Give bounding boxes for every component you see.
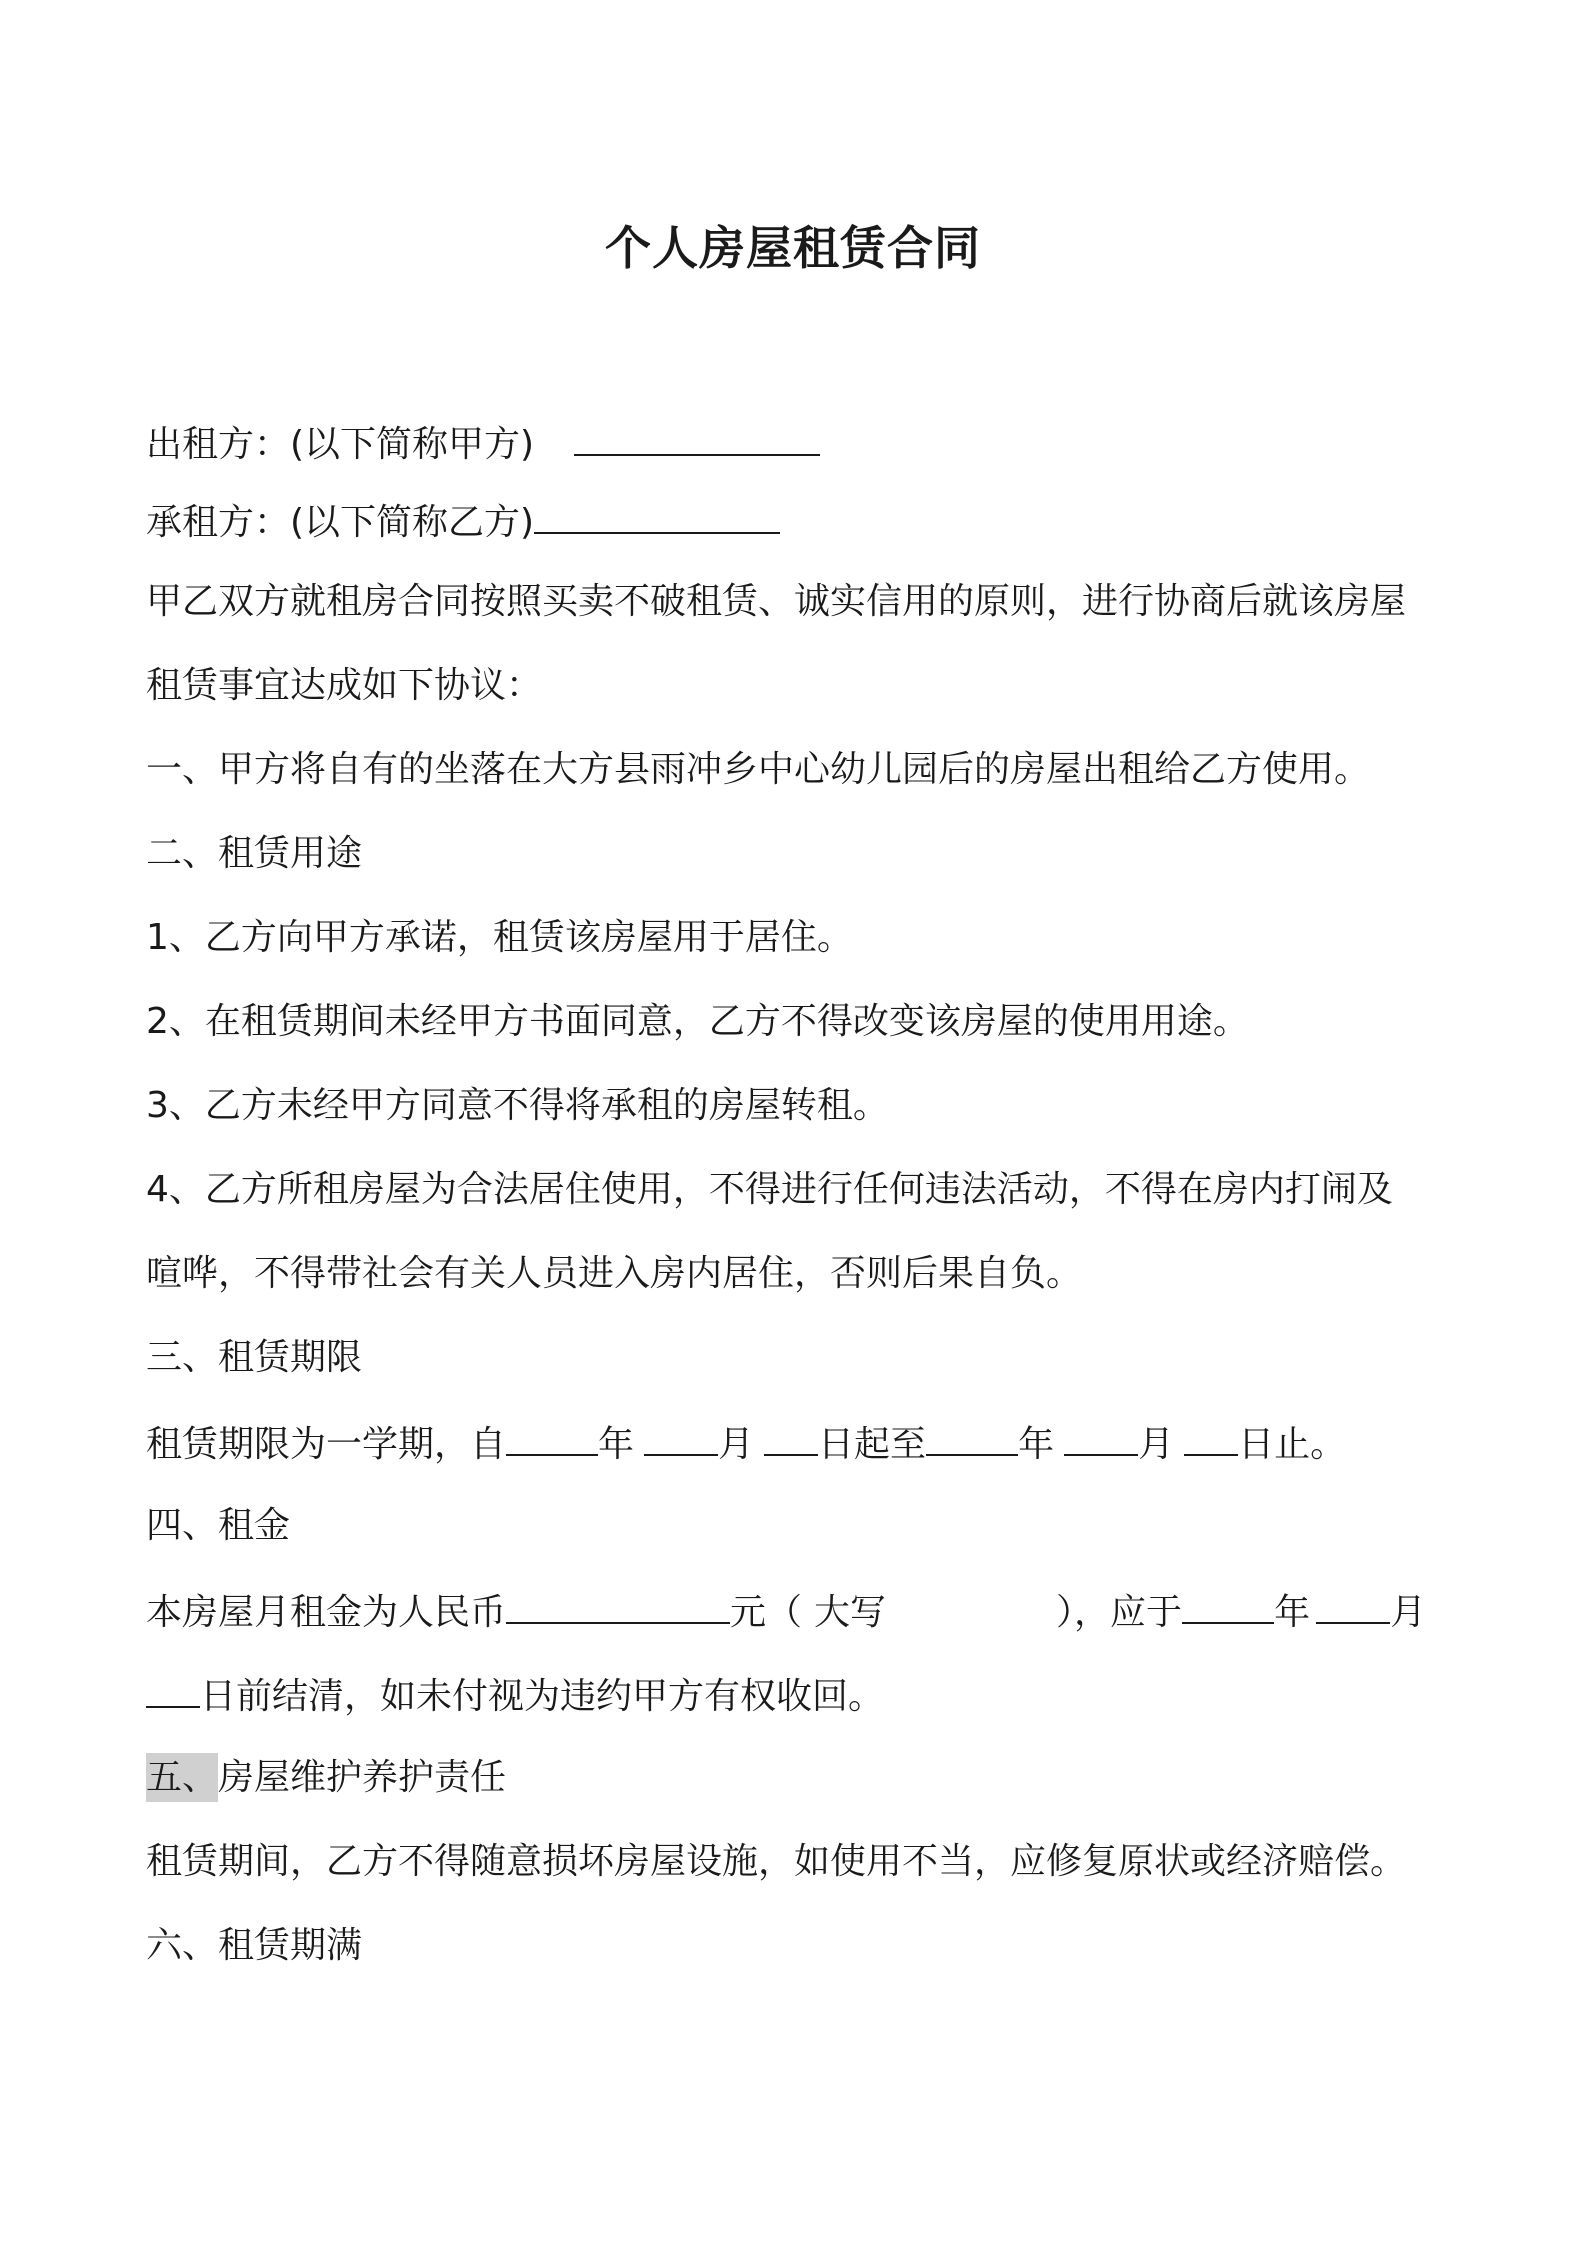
- term-month2-label: 月: [1138, 1424, 1175, 1465]
- rent-due-day-blank[interactable]: [146, 1672, 200, 1708]
- start-day-blank[interactable]: [764, 1420, 818, 1456]
- start-year-blank[interactable]: [506, 1420, 598, 1456]
- lessee-line: [146, 498, 780, 545]
- rent-year-label: 年: [1274, 1592, 1311, 1633]
- lessor-label: 出租方：(以下简称甲方): [146, 424, 535, 465]
- term-year2-label: 年: [1018, 1424, 1055, 1465]
- rent-settle-text: 日前结清，如未付视为违约甲方有权收回。: [200, 1676, 885, 1717]
- preamble-line-2: 租赁事宜达成如下协议：: [146, 665, 543, 706]
- item-2-3: 3、乙方未经甲方同意不得将承租的房屋转租。: [146, 1085, 889, 1126]
- rent-due-year-blank[interactable]: [1182, 1588, 1274, 1624]
- rent-line-1: [146, 1588, 1426, 1635]
- term-year-label: 年: [598, 1424, 635, 1465]
- item-2-2: 2、在租赁期间未经甲方书面同意，乙方不得改变该房屋的使用用途。: [146, 1001, 1249, 1042]
- section-4-heading: 四、租金: [146, 1505, 291, 1546]
- section-6-heading: 六、租赁期满: [146, 1925, 363, 1966]
- term-prefix: 租赁期限为一学期，自: [146, 1424, 507, 1465]
- section-5-number: 五、: [146, 1753, 218, 1802]
- section-3-heading: 三、租赁期限: [146, 1337, 363, 1378]
- rent-month-label: 月: [1390, 1592, 1427, 1633]
- end-month-blank[interactable]: [1064, 1420, 1138, 1456]
- term-day-to-label: 日止。: [1238, 1424, 1347, 1465]
- rent-line-2: [146, 1672, 884, 1719]
- lessee-name-blank[interactable]: [534, 498, 780, 534]
- end-year-blank[interactable]: [926, 1420, 1018, 1456]
- section-2-heading: 二、租赁用途: [146, 833, 363, 874]
- item-2-4-line-2: 喧哗，不得带社会有关人员进入房内居住，否则后果自负。: [146, 1253, 1083, 1294]
- section-5-title: 房屋维护养护责任: [218, 1757, 507, 1798]
- term-day-from-label: 日起至: [818, 1424, 927, 1465]
- preamble-line-1: 甲乙双方就租房合同按照买卖不破租赁、诚实信用的原则，进行协商后就该房屋: [146, 581, 1407, 622]
- rent-yuan-label: 元（: [730, 1592, 803, 1633]
- rent-prefix: 本房屋月租金为人民币: [146, 1592, 507, 1633]
- clause-1: 一、甲方将自有的坐落在大方县雨冲乡中心幼儿园后的房屋出租给乙方使用。: [146, 749, 1371, 790]
- maintenance-text: 租赁期间，乙方不得随意损坏房屋设施，如使用不当，应修复原状或经济赔偿。: [146, 1841, 1407, 1882]
- rent-amount-blank[interactable]: [506, 1588, 730, 1624]
- lessor-name-blank[interactable]: [574, 420, 820, 456]
- term-line: [146, 1420, 1346, 1467]
- section-5-heading: [146, 1756, 506, 1800]
- rent-daxie-label: 大写: [814, 1592, 887, 1633]
- lessee-label: 承租方：(以下简称乙方): [146, 502, 535, 543]
- rent-due-month-blank[interactable]: [1316, 1588, 1390, 1624]
- item-2-1: 1、乙方向甲方承诺，租赁该房屋用于居住。: [146, 917, 853, 958]
- lessor-line: [146, 420, 820, 467]
- item-2-4-line-1: 4、乙方所租房屋为合法居住使用，不得进行任何违法活动，不得在房内打闹及: [146, 1169, 1393, 1210]
- rent-close-label: ），应于: [1056, 1592, 1183, 1633]
- term-month-label: 月: [718, 1424, 755, 1465]
- document-title: 个人房屋租赁合同: [605, 221, 981, 275]
- end-day-blank[interactable]: [1184, 1420, 1238, 1456]
- start-month-blank[interactable]: [644, 1420, 718, 1456]
